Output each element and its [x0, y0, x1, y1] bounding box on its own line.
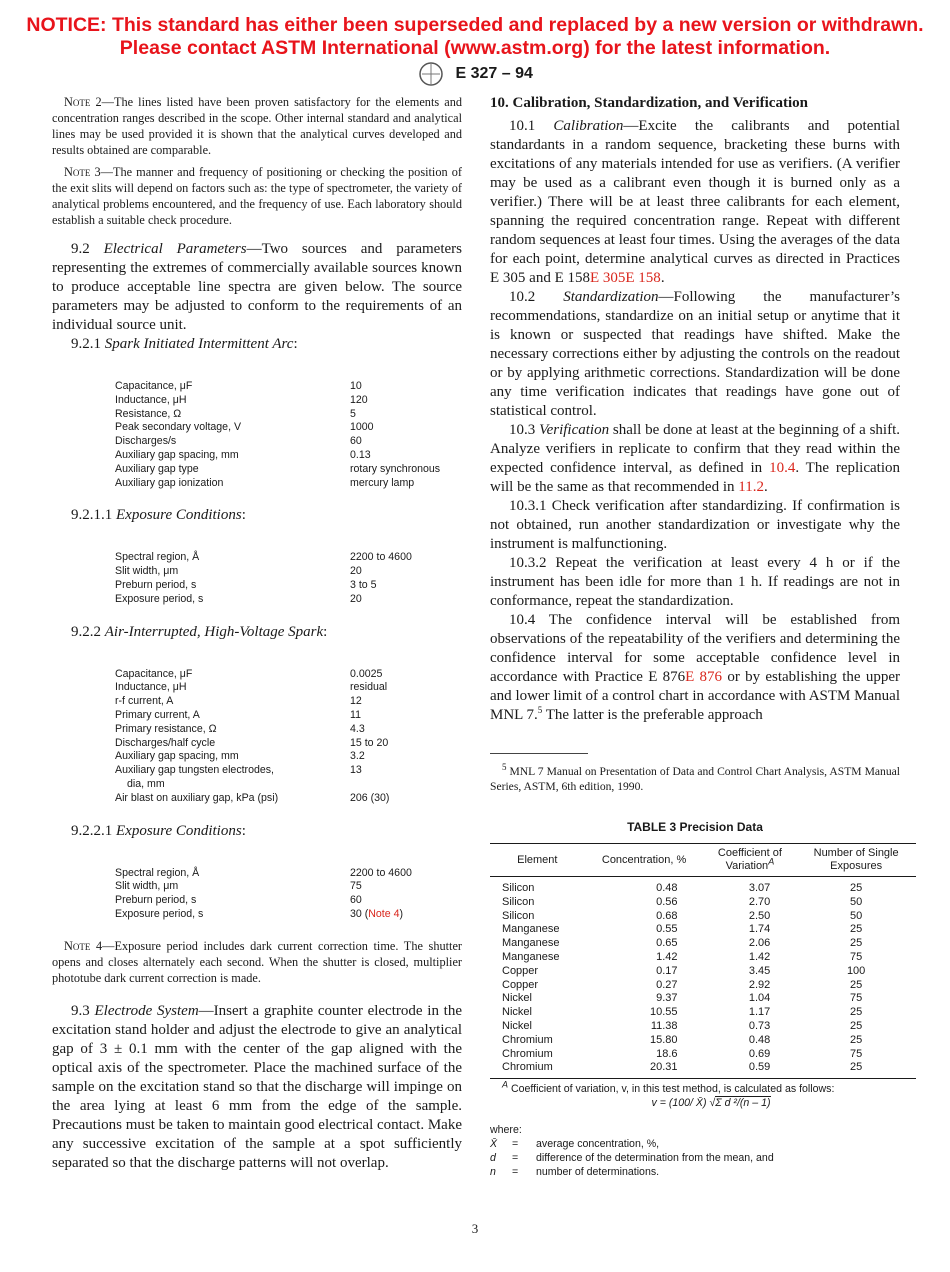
section-9-2: 9.2 Electrical Parameters—Two sources and parameters representing the extremes of commercially available sources known to produce acceptable line spectra are given below. The source parameters may be adjusted to conform to the requirements of an individual source unit. [52, 241, 462, 333]
table-cell: 1.17 [748, 1006, 771, 1019]
param-value: 0.13 [350, 448, 371, 461]
param-label: Spectral region, Å [115, 866, 200, 879]
note-4: Note 4—Exposure period includes dark current correction time. The shutter opens and closes alternately each second. When the shutter is closed, multiplier phototube dark current correction is made. [52, 938, 463, 985]
table-cell: 3.45 [748, 964, 771, 977]
param-value: 2200 to 4600 [350, 866, 412, 879]
arc-exposure-conditions [115, 551, 462, 606]
param-label: Air blast on auxiliary gap, kPa (psi) [115, 791, 279, 804]
table-row [490, 910, 916, 924]
section-9-3: 9.3 Electrode System—Insert a graphite counter electrode in the excitation stand holder and adjust the electrode to give an analytical gap of 3 ± 0.1 mm with the center of the gap aligned with the optical axis of the spectrometer. Place the machined surface of the sample on the excitation stand so that the discharge will impinge on the area lying at least 6 mm from the edge of the sample. Precautions must be taken to maintain good electrical contact. Make any successive excitation of the sample at a spot sufficiently separated so that the discharge patterns will not overlap. [52, 1002, 463, 1171]
param-row [115, 579, 462, 593]
page-number: 3 [471, 1221, 479, 1236]
param-value: 20 [350, 565, 362, 578]
table-cell: 25 [850, 1033, 863, 1046]
table-cell: 2.92 [748, 978, 771, 991]
param-label: Inductance, μH [115, 681, 187, 694]
param-row [115, 593, 462, 607]
table-cell: 0.69 [748, 1047, 771, 1060]
col-header-variation: Coefficient of Variation$^A$ [704, 844, 797, 877]
section-9-2-2-1: 9.2.2.1 Exposure Conditions: [71, 822, 246, 839]
table-row [490, 992, 916, 1006]
param-row [115, 463, 462, 477]
param-label: Exposure period, s [115, 592, 204, 605]
section-10-1: 10.1 Calibration—Excite the calibrants and potential standardants in a random sequence, bracketing these burns with excitations of any materials intended for use as verifiers. (A verifier may be used as a calibrant even though it is burned only as a verifier.) There will be at least three calibrants for each element, spanning the required concentration range. Repeat with different random sequences at least four times. Using the averages of the data for each point, determine analytical curves as directed in Practices E 305 and E 158E 305E 158. [490, 118, 901, 286]
param-row [115, 565, 462, 579]
table-footnote: $^A$ Coefficient of variation, v, in this test method, is calculated as follows: v = (100/ X̄) √Σ d ²/(n – 1) [490, 1083, 900, 1110]
page-header [0, 61, 950, 87]
table-row [490, 896, 916, 910]
param-label: Auxiliary gap spacing, mm [115, 750, 239, 763]
param-label: r-f current, A [115, 695, 174, 708]
section-10-heading: 10. Calibration, Standardization, and Verification [490, 95, 808, 111]
param-value: 13 [350, 764, 362, 777]
param-value: 1000 [350, 421, 374, 434]
where-item: X̄ = average concentration, %, [490, 1137, 660, 1150]
table-cell: 25 [850, 978, 863, 991]
param-label: Peak secondary voltage, V [115, 421, 242, 434]
param-label: Auxiliary gap ionization [115, 476, 224, 489]
table-cell: Silicon [502, 909, 535, 922]
param-label: Auxiliary gap tungsten electrodes, [115, 764, 274, 777]
table-cell: 0.48 [748, 1033, 771, 1046]
designation: E 327 – 94 [455, 65, 533, 83]
note-4-link[interactable]: Note 4 [368, 907, 400, 920]
table-row [490, 979, 916, 993]
withdrawal-notice [0, 14, 950, 60]
param-row [115, 408, 462, 422]
table-cell: 10.55 [650, 1006, 678, 1019]
table-cell: 1.04 [748, 992, 771, 1005]
param-value: residual [350, 681, 388, 694]
table-cell: 2.50 [748, 909, 771, 922]
param-row [115, 880, 462, 894]
table-row [490, 877, 916, 896]
param-label: Slit width, μm [115, 880, 179, 893]
param-row [115, 477, 462, 491]
param-value: 11 [350, 708, 361, 721]
param-value: 4.3 [350, 722, 365, 735]
table-cell: 25 [796, 1061, 916, 1078]
table-cell: 100 [846, 964, 866, 977]
table-cell: Chromium [502, 1033, 553, 1046]
table-cell: 0.27 [656, 978, 678, 991]
param-label: Discharges/s [115, 435, 177, 448]
table-cell: 25 [850, 1006, 863, 1019]
param-row [115, 380, 462, 394]
table-row [490, 1006, 916, 1020]
table-cell: Nickel [502, 1006, 532, 1019]
astm-logo-icon [417, 61, 445, 87]
col-header-element: Element [490, 844, 585, 877]
table-cell: 25 [850, 937, 863, 950]
table-cell: Manganese [502, 950, 560, 963]
param-row [115, 681, 462, 695]
table-cell: Chromium [490, 1061, 585, 1078]
table-cell: 25 [850, 923, 863, 936]
table-cell: Chromium [502, 1047, 553, 1060]
table-row [490, 951, 916, 965]
param-value: 60 [350, 435, 362, 448]
spark-parameters [115, 668, 462, 806]
param-label: Resistance, Ω [115, 407, 182, 420]
e305-e158-link[interactable]: E 305E 158 [589, 270, 661, 286]
section-10-3: 10.3 Verification shall be done at least at the beginning of a shift. Analyze verifiers in replicate to confirm that they read within the expected confidence interval, as defined in 10.4. The replication will be the same as that recommended in 11.2. [490, 422, 901, 495]
note-3: Note 3—The manner and frequency of positioning or checking the position of the exit slits will depend on factors such as: the type of spectrometer, the variety of analytical problems encountered, and the frequency of use. Each laboratory should establish a suitable check procedure. [52, 165, 462, 227]
param-label: Spectral region, Å [115, 551, 200, 564]
param-label: Discharges/half cycle [115, 736, 216, 749]
table-cell: 11.38 [650, 1019, 678, 1032]
table-title: TABLE 3 Precision Data [627, 820, 763, 834]
param-value: rotary synchronous [350, 462, 441, 475]
precision-table [490, 843, 916, 1079]
table-cell: Nickel [502, 992, 532, 1005]
note-2: Note 2—The lines listed have been proven satisfactory for the elements and concentration ranges described in the scope. Other internal standard and analytical lines may be used provided it is shown that the analytical curves developed and results obtained are comparable. [52, 95, 463, 157]
notice-line-1: NOTICE: This standard has either been superseded and replaced by a new version or withdrawn. [26, 14, 924, 36]
table-cell: 0.48 [656, 882, 678, 894]
table-cell: 25 [850, 882, 863, 894]
param-value: 75 [350, 880, 362, 893]
param-label: Preburn period, s [115, 578, 197, 591]
table-cell: 1.74 [748, 923, 771, 936]
variation-formula: v = (100/ X̄) √Σ d ²/(n – 1) [651, 1096, 771, 1109]
param-row [115, 551, 462, 565]
param-row [115, 394, 462, 408]
table-cell: 0.55 [656, 923, 678, 936]
table-cell: Manganese [502, 923, 560, 936]
param-row [115, 449, 462, 463]
param-row [115, 737, 462, 751]
param-row [115, 668, 462, 682]
where-item: d = difference of the determination from the mean, and [490, 1151, 774, 1164]
param-row [115, 764, 462, 778]
param-row [115, 435, 462, 449]
table-cell: 15.80 [650, 1033, 678, 1046]
table-cell: Nickel [502, 1019, 532, 1032]
table-cell: 0.59 [704, 1061, 797, 1078]
col-header-exposures: Number of Single Exposures [796, 844, 916, 877]
param-label: Auxiliary gap type [115, 462, 199, 475]
notice-line-2: Please contact ASTM International (www.astm.org) for the latest information. [119, 37, 831, 59]
param-value: 5 [350, 407, 356, 420]
section-10-4: 10.4 The confidence interval will be established from observations of the repeatability of the verifiers and determining the confidence interval for some acceptable confidence level in accordance with Practice E 876E 876 or by establishing the upper and lower limit of a control chart in accordance with ASTM Manual MNL 7.$^5$ The latter is the preferable approach [490, 612, 901, 723]
table-cell: 18.6 [656, 1047, 678, 1060]
param-label: Capacitance, μF [115, 667, 193, 680]
arc-parameters [115, 380, 462, 490]
param-label: Primary resistance, Ω [115, 722, 217, 735]
param-label: Inductance, μH [115, 393, 187, 406]
spark-exposure-conditions [115, 867, 462, 922]
table-cell: 75 [850, 1047, 863, 1060]
col-header-concentration: Concentration, % [585, 844, 704, 877]
param-value: 120 [350, 393, 368, 406]
param-row [115, 750, 462, 764]
section-10-3-2: 10.3.2 Repeat the verification at least every 4 h or if the instrument has been idle for more than 1 h. If readings are not in conformance, repeat the standardization. [490, 555, 900, 609]
param-value: 3 to 5 [350, 578, 377, 591]
table-row [490, 965, 916, 979]
param-value: 0.0025 [350, 667, 383, 680]
param-row [115, 867, 462, 881]
section-10-4-link[interactable]: 10.4 [769, 460, 796, 476]
table-row [490, 1061, 916, 1078]
param-value: 2200 to 4600 [350, 551, 412, 564]
param-label: Capacitance, μF [115, 380, 193, 392]
param-row [115, 792, 462, 806]
where-item: n = number of determinations. [490, 1165, 660, 1178]
table-row [490, 923, 916, 937]
section-11-2-link[interactable]: 11.2 [738, 479, 764, 495]
param-row: Exposure period, s 30 (Note 4) [115, 907, 404, 920]
section-10-3-1: 10.3.1 Check verification after standardizing. If confirmation is not obtained, run another standardization or investigate why the instrument is malfunctioning. [490, 498, 900, 552]
table-cell: 1.42 [748, 950, 771, 963]
param-row [115, 723, 462, 737]
param-value: 3.2 [350, 750, 365, 763]
table-cell: 75 [850, 950, 863, 963]
table-cell: 9.37 [656, 992, 678, 1005]
section-10-2: 10.2 Standardization—Following the manufacturer’s recommendations, standardize on an initial setup or anytime that it is known or suspected that readings have shifted. Make the necessary corrections either by adjusting the controls on the readout or by applying arithmetic corrections. Standardization will be done any time verification indicates that readings have gone out of statistical control. [490, 289, 901, 419]
table-row [490, 937, 916, 951]
table-cell: 2.06 [748, 937, 771, 950]
e876-link[interactable]: E 876 [685, 669, 723, 685]
right-column [490, 94, 900, 1179]
param-value: mercury lamp [350, 476, 415, 489]
param-row [115, 894, 462, 908]
footnote-5: $^5$ MNL 7 Manual on Presentation of Data and Control Chart Analysis, ASTM Manual Series, ASTM, 6th edition, 1990. [490, 762, 900, 793]
section-9-2-1-1: 9.2.1.1 Exposure Conditions: [71, 507, 246, 524]
table-cell: 0.68 [656, 909, 678, 922]
where-legend: where: X̄ = average concentration, %, d = difference of the determination from the mean, and n = number of determinations. [490, 1124, 900, 1179]
section-9-2-2: 9.2.2 Air-Interrupted, High-Voltage Spark: [71, 623, 328, 640]
table-cell: 50 [850, 895, 863, 908]
table-cell: 0.56 [656, 895, 678, 908]
param-row [115, 778, 462, 792]
table-cell: 2.70 [748, 895, 771, 908]
param-label: Slit width, μm [115, 565, 179, 578]
table-cell: 0.73 [748, 1019, 771, 1032]
left-column [52, 94, 462, 1173]
table-cell: Silicon [502, 895, 535, 908]
param-value: 20 [350, 592, 362, 605]
param-value: 206 (30) [350, 791, 390, 804]
table-cell: 0.65 [656, 937, 678, 950]
table-cell: 75 [850, 992, 863, 1005]
table-cell: 50 [850, 909, 863, 922]
table-cell: 0.17 [656, 964, 678, 977]
param-value: 10 [350, 380, 362, 392]
table-cell: Manganese [502, 937, 560, 950]
param-label: Auxiliary gap spacing, mm [115, 448, 239, 461]
param-label: dia, mm [127, 777, 165, 790]
table-row [490, 1034, 916, 1048]
param-label: Preburn period, s [115, 894, 197, 907]
param-label: Primary current, A [115, 708, 200, 721]
footnote-divider [490, 753, 588, 754]
table-cell: Copper [502, 978, 539, 991]
param-row [115, 421, 462, 435]
table-cell: 3.07 [748, 882, 771, 894]
table-cell: 20.31 [585, 1061, 704, 1078]
table-cell: Copper [502, 964, 539, 977]
param-value: 15 to 20 [350, 736, 389, 749]
param-row [115, 709, 462, 723]
param-value: 12 [350, 695, 362, 708]
table-cell: 25 [850, 1019, 863, 1032]
table-cell: Silicon [502, 882, 535, 894]
param-value: 60 [350, 894, 362, 907]
section-9-2-1: 9.2.1 Spark Initiated Intermittent Arc: [71, 336, 298, 352]
table-row [490, 1048, 916, 1062]
table-row [490, 1020, 916, 1034]
param-row [115, 695, 462, 709]
table-cell: 1.42 [656, 950, 678, 963]
